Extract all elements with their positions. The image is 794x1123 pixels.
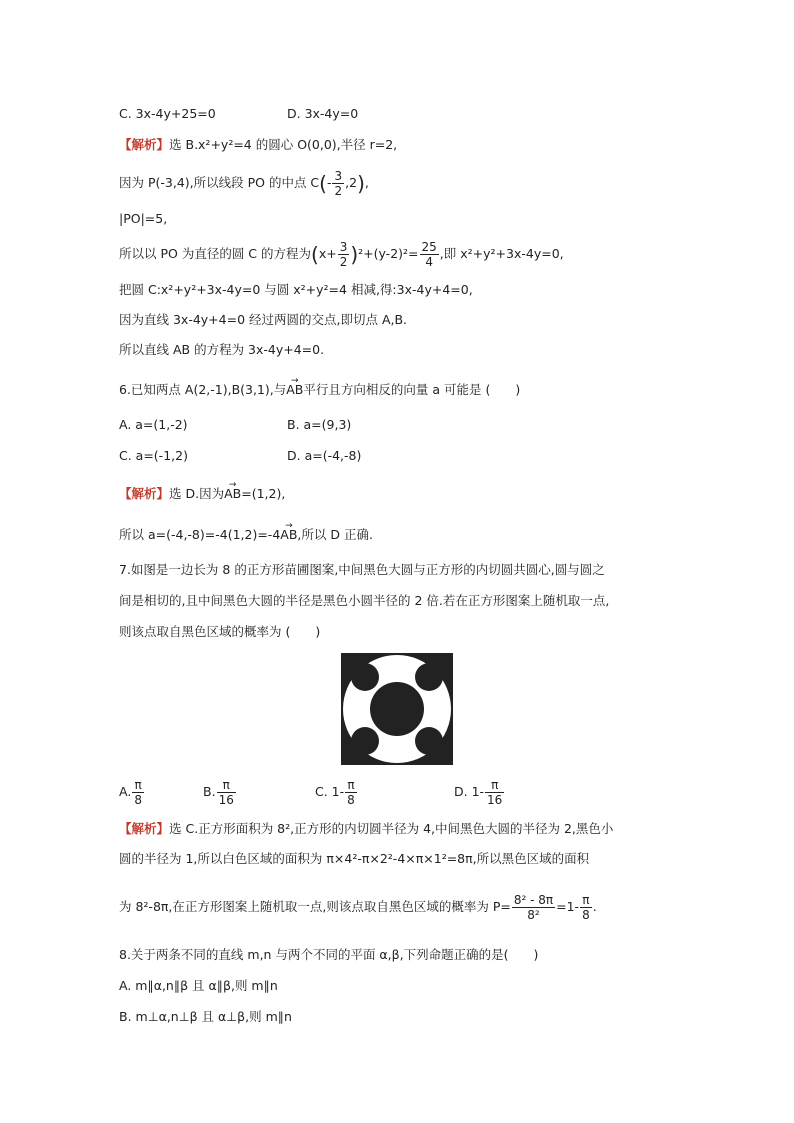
q6-option-a: A. a=(1,-2) (119, 417, 188, 432)
q6-solution-line-2: 所以 a=(-4,-8)=-4(1,2)=-4→ AB,所以 D 正确. (119, 527, 373, 543)
q7-stem-line-2: 间是相切的,且中间黑色大圆的半径是黑色小圆半径的 2 倍.若在正方形图案上随机取一点, (119, 593, 610, 608)
q5-option-d: D. 3x-4y=0 (287, 106, 359, 121)
small-black-circle-bottom-left (351, 727, 379, 755)
q7-probability-fraction: $\frac{\text{8² - 8π}}{\text{8²}}$ (513, 893, 554, 922)
q5-midpoint-text: 因为 P(-3,4),所以线段 PO 的中点 C (119, 175, 320, 190)
q5-option-c: C. 3x-4y+25=0 (119, 106, 216, 121)
q8-option-b: B. m⊥α,n⊥β 且 α⊥β,则 m∥n (119, 1009, 292, 1024)
q7-option-b: B. $\frac{\pi}{16}$ (203, 778, 234, 807)
vector-ab: → AB (286, 382, 303, 398)
q6-option-b: B. a=(9,3) (287, 417, 352, 432)
small-black-circle-top-left (351, 663, 379, 691)
large-black-circle (370, 682, 424, 736)
small-black-circle-top-right (415, 663, 443, 691)
q5-solution-line-5: 把圆 C:x²+y²+3x-4y=0 与圆 x²+y²=4 相减,得:3x-4y+4=0, (119, 282, 473, 297)
q6-option-d: D. a=(-4,-8) (287, 448, 362, 463)
q5-circle-fraction: $\frac{3}{2}$ (339, 240, 348, 269)
q5-solution-line-1 (119, 137, 397, 153)
q5-solution-line-7: 所以直线 AB 的方程为 3x-4y+4=0. (119, 342, 325, 357)
q5-solution-line-2: 因为 P(-3,4),所以线段 PO 的中点 C(- $\frac{3}{2}$ ,2), (119, 169, 369, 198)
q5-midpoint-fraction: $\frac{3}{2}$ (334, 169, 343, 198)
q5-radius-fraction: $\frac{25}{4}$ (421, 240, 437, 269)
q5-solution-line-4: 所以以 PO 为直径的圆 C 的方程为(x+ $\frac{3}{2}$ )²+(y-2)²= $\frac{25}{4}$ ,即 x²+y²+3x-4y=0, (119, 240, 564, 269)
vector-ab: → AB (224, 486, 241, 502)
q6-stem: 6.已知两点 A(2,-1),B(3,1),与→ AB平行且方向相反的向量 a 可能是 ( ) (119, 382, 520, 398)
q7-solution-line-3: 为 8²-8π,在正方形图案上随机取一点,则该点取自黑色区域的概率为 P= $\frac{\text{8² - 8π}}{\text{8²}}$ =1- $\frac{\pi}{8}$ . (119, 893, 597, 922)
q7-option-a: A. $\frac{\pi}{8}$ (119, 778, 142, 807)
solution-tag: 【解析】 (119, 486, 170, 501)
q6-solution-line-1: 【解析】选 D.因为→ AB=(1,2), (119, 486, 285, 502)
q5-solution-text-1: 选 B.x²+y²=4 的圆心 O(0,0),半径 r=2, (169, 137, 398, 152)
q7-stem-line-1: 7.如图是一边长为 8 的正方形苗圃图案,中间黑色大圆与正方形的内切圆共圆心,圆与圆之 (119, 562, 605, 577)
solution-tag: 【解析】 (119, 137, 170, 152)
solution-tag: 【解析】 (119, 821, 170, 836)
q7-solution-line-2: 圆的半径为 1,所以白色区域的面积为 π×4²-π×2²-4×π×1²=8π,所以黑色区域的面积 (119, 851, 590, 866)
vector-ab: → AB (280, 527, 297, 543)
q6-option-c: C. a=(-1,2) (119, 448, 188, 463)
q8-stem: 8.关于两条不同的直线 m,n 与两个不同的平面 α,β,下列命题正确的是( ) (119, 947, 539, 962)
q5-solution-line-6: 因为直线 3x-4y+4=0 经过两圆的交点,即切点 A,B. (119, 312, 408, 327)
q7-solution-line-1: 【解析】选 C.正方形面积为 8²,正方形的内切圆半径为 4,中间黑色大圆的半径为 2,黑色小 (119, 821, 614, 836)
nursery-pattern-figure (341, 653, 453, 765)
q5-solution-line-3: |PO|=5, (119, 211, 168, 226)
q7-option-c: C. 1- $\frac{\pi}{8}$ (315, 778, 355, 807)
q7-stem-line-3: 则该点取自黑色区域的概率为 ( ) (119, 624, 321, 639)
q8-option-a: A. m∥α,n∥β 且 α∥β,则 m∥n (119, 978, 278, 993)
q7-option-d: D. 1- $\frac{\pi}{16}$ (454, 778, 503, 807)
small-black-circle-bottom-right (415, 727, 443, 755)
